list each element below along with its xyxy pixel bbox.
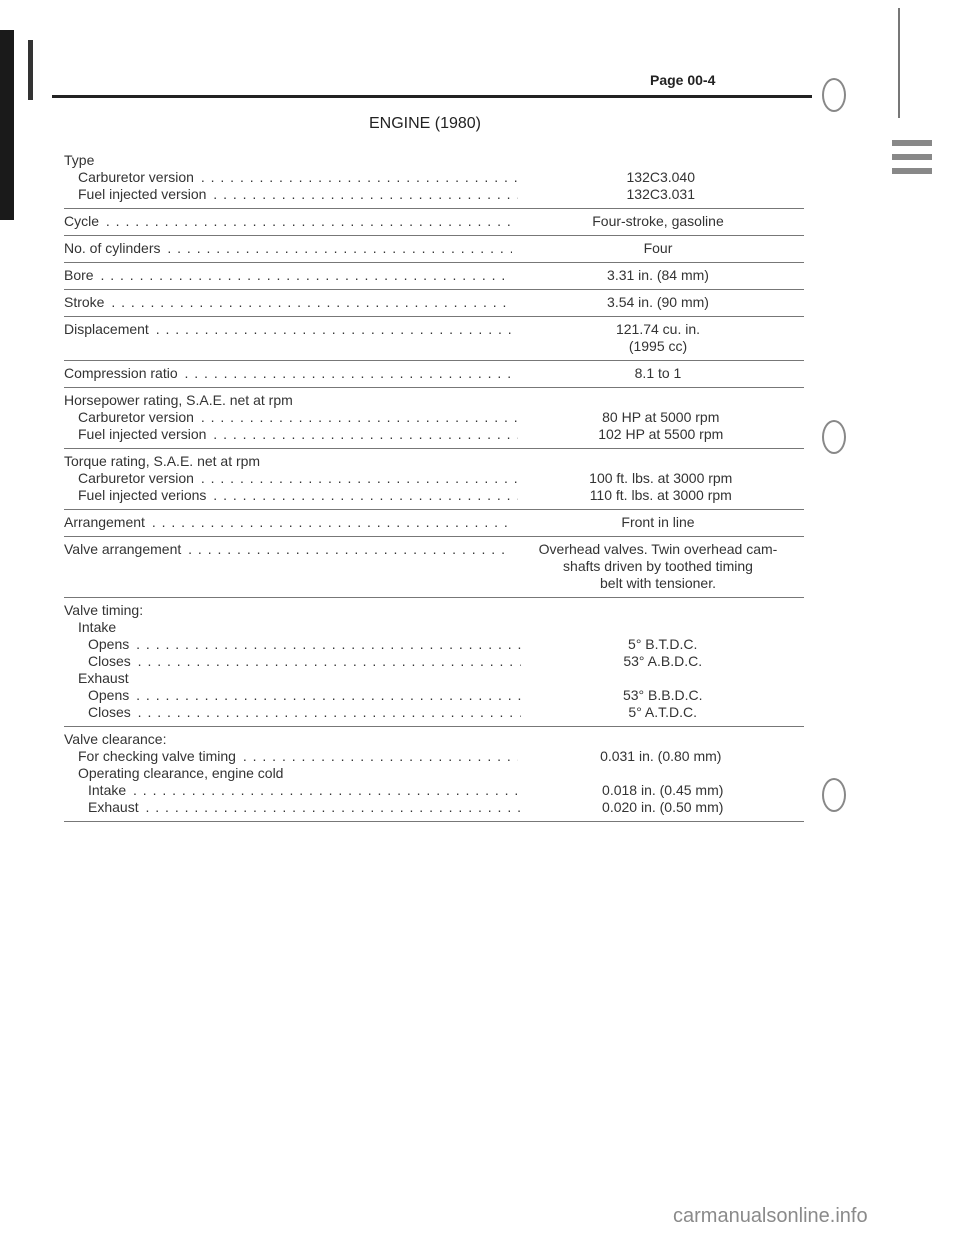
spec-block: [64, 209, 804, 236]
spec-block: [64, 388, 804, 449]
spec-value: belt with tensioner.: [600, 575, 716, 591]
spec-value: 0.031 in. (0.80 mm): [600, 748, 722, 764]
spec-label-text: Carburetor version: [78, 409, 194, 425]
spec-label-text: Intake: [88, 782, 127, 798]
spec-label: [64, 470, 518, 487]
spec-row: [64, 636, 804, 653]
spec-row: [64, 213, 804, 230]
punch-hole-icon: [822, 420, 846, 454]
spec-label: [64, 653, 521, 670]
spec-label-text: Stroke: [64, 294, 105, 310]
spec-label-text: Valve clearance:: [64, 731, 167, 747]
spec-label-text: Closes: [88, 704, 131, 720]
spec-row: [64, 575, 804, 592]
spec-label: [64, 619, 518, 636]
spec-label: [64, 782, 521, 799]
spec-label-text: Valve arrangement: [64, 541, 182, 557]
spec-value: 8.1 to 1: [634, 365, 682, 381]
page-title: ENGINE (1980): [368, 115, 482, 132]
spec-block: [64, 727, 804, 822]
spec-block: [64, 537, 804, 598]
spec-label-text: Closes: [88, 653, 131, 669]
spec-row: [64, 409, 804, 426]
spec-block: [64, 148, 804, 209]
spec-label-text: Fuel injected version: [78, 186, 207, 202]
right-margin-marks: [892, 140, 932, 182]
spec-label-text: For checking valve timing: [78, 748, 236, 764]
spec-value: [512, 731, 804, 748]
spec-row: [64, 470, 804, 487]
spec-label: [64, 799, 521, 816]
spec-label: [64, 453, 512, 470]
spec-value: 132C3.040: [626, 169, 696, 185]
spec-row: [64, 514, 804, 531]
spec-label-text: Carburetor version: [78, 169, 194, 185]
spec-label: [64, 169, 518, 186]
spec-label-text: Torque rating, S.A.E. net at rpm: [64, 453, 261, 469]
spec-block: [64, 510, 804, 537]
spec-label: [64, 294, 512, 311]
margin-mark: [892, 154, 932, 160]
spec-value: 3.31 in. (84 mm): [607, 267, 709, 283]
spec-value: 132C3.031: [626, 186, 696, 202]
margin-mark: [892, 168, 932, 174]
page-number: Page 00-4: [650, 72, 716, 88]
spec-label-text: Exhaust: [88, 799, 139, 815]
spec-label: [64, 409, 518, 426]
spec-value: (1995 cc): [628, 338, 688, 354]
spec-row: [64, 602, 804, 619]
spec-row: [64, 152, 804, 169]
spec-value: [512, 392, 804, 409]
spec-value: Four: [643, 240, 673, 256]
spec-label-text: Arrangement: [64, 514, 145, 530]
margin-mark: [892, 140, 932, 146]
spec-label: [64, 765, 518, 782]
spec-label-text: [64, 338, 66, 354]
spec-value: 53° A.B.D.C.: [623, 653, 703, 669]
spec-label-text: Cycle: [64, 213, 100, 229]
spec-value: 100 ft. lbs. at 3000 rpm: [589, 470, 733, 486]
spec-value: Four-stroke, gasoline: [592, 213, 724, 229]
spec-label: [64, 514, 512, 531]
punch-hole-icon: [822, 78, 846, 112]
spec-row: [64, 687, 804, 704]
spec-value: 121.74 cu. in.: [615, 321, 701, 337]
spec-row: [64, 653, 804, 670]
spec-label-text: Type: [64, 152, 95, 168]
spec-label: [64, 338, 512, 355]
spec-label: [64, 267, 512, 284]
spec-label-text: Exhaust: [78, 670, 129, 686]
spec-label-text: Bore: [64, 267, 94, 283]
spec-row: [64, 704, 804, 721]
spec-value: 110 ft. lbs. at 3000 rpm: [589, 487, 732, 503]
spec-label-text: Opens: [88, 636, 130, 652]
scan-edge-mark: [28, 40, 33, 100]
spec-label: [64, 687, 521, 704]
spec-value: shafts driven by toothed timing: [563, 558, 753, 574]
spec-value: Overhead valves. Twin overhead cam-: [538, 541, 778, 557]
spec-label-text: Intake: [78, 619, 117, 635]
spec-row: [64, 670, 804, 687]
spec-label-text: Opens: [88, 687, 130, 703]
spec-label: [64, 636, 521, 653]
spec-label: [64, 602, 512, 619]
spec-value: 102 HP at 5500 rpm: [598, 426, 724, 442]
spec-label: [64, 240, 512, 257]
spec-block: [64, 361, 804, 388]
watermark: carmanualsonline.info: [673, 1205, 868, 1227]
spec-block: [64, 236, 804, 263]
spec-label: [64, 392, 512, 409]
spec-block: [64, 263, 804, 290]
spec-label-text: Compression ratio: [64, 365, 178, 381]
punch-hole-icon: [822, 778, 846, 812]
spec-row: [64, 453, 804, 470]
right-margin-rule: [898, 8, 900, 118]
spec-label-text: Fuel injected verions: [78, 487, 207, 503]
spec-label: [64, 731, 512, 748]
spec-row: [64, 731, 804, 748]
spec-row: [64, 338, 804, 355]
spec-row: [64, 392, 804, 409]
spec-block: [64, 290, 804, 317]
spec-row: [64, 799, 804, 816]
spec-label-text: [64, 575, 66, 591]
spec-label: [64, 365, 512, 382]
spec-value: [512, 152, 804, 169]
spec-value: [518, 670, 804, 687]
spec-label-text: Operating clearance, engine cold: [78, 765, 284, 781]
spec-value: 80 HP at 5000 rpm: [602, 409, 720, 425]
header-rule: [52, 95, 812, 98]
spec-label-text: [64, 558, 66, 574]
spec-label: [64, 152, 512, 169]
spec-label: [64, 670, 518, 687]
spec-row: [64, 765, 804, 782]
spec-label: [64, 541, 512, 558]
spec-row: [64, 487, 804, 504]
spec-row: [64, 748, 804, 765]
spec-label: [64, 748, 518, 765]
spec-row: [64, 426, 804, 443]
spec-row: [64, 267, 804, 284]
spec-block: [64, 598, 804, 727]
spec-row: [64, 240, 804, 257]
spec-label: [64, 704, 521, 721]
spec-table: [64, 148, 804, 822]
spec-label: [64, 186, 518, 203]
spec-value: [512, 453, 804, 470]
spec-row: [64, 321, 804, 338]
spec-value: 0.020 in. (0.50 mm): [602, 799, 724, 815]
spec-row: [64, 619, 804, 636]
spec-label-text: Displacement: [64, 321, 149, 337]
spec-row: [64, 558, 804, 575]
spec-label-text: Valve timing:: [64, 602, 144, 618]
spec-value: 5° B.T.D.C.: [628, 636, 698, 652]
spec-label: [64, 558, 512, 575]
spec-label-text: No. of cylinders: [64, 240, 161, 256]
spec-label: [64, 487, 518, 504]
spec-label: [64, 575, 512, 592]
spec-block: [64, 317, 804, 361]
spec-value: 3.54 in. (90 mm): [607, 294, 709, 310]
spec-value: 0.018 in. (0.45 mm): [602, 782, 724, 798]
spec-value: 53° B.B.D.C.: [622, 687, 703, 703]
spec-value: Front in line: [621, 514, 695, 530]
spec-label-text: Fuel injected version: [78, 426, 207, 442]
spec-value: 5° A.T.D.C.: [628, 704, 698, 720]
spec-row: [64, 782, 804, 799]
spec-value: [518, 765, 804, 782]
spec-row: [64, 365, 804, 382]
spec-row: [64, 541, 804, 558]
spec-label-text: Carburetor version: [78, 470, 194, 486]
spec-block: [64, 449, 804, 510]
spec-label-text: Horsepower rating, S.A.E. net at rpm: [64, 392, 293, 408]
spec-label: [64, 213, 512, 230]
spec-row: [64, 294, 804, 311]
spec-row: [64, 186, 804, 203]
spec-value: [518, 619, 804, 636]
spec-value: [512, 602, 804, 619]
spec-row: [64, 169, 804, 186]
spec-label: [64, 426, 518, 443]
spec-label: [64, 321, 512, 338]
